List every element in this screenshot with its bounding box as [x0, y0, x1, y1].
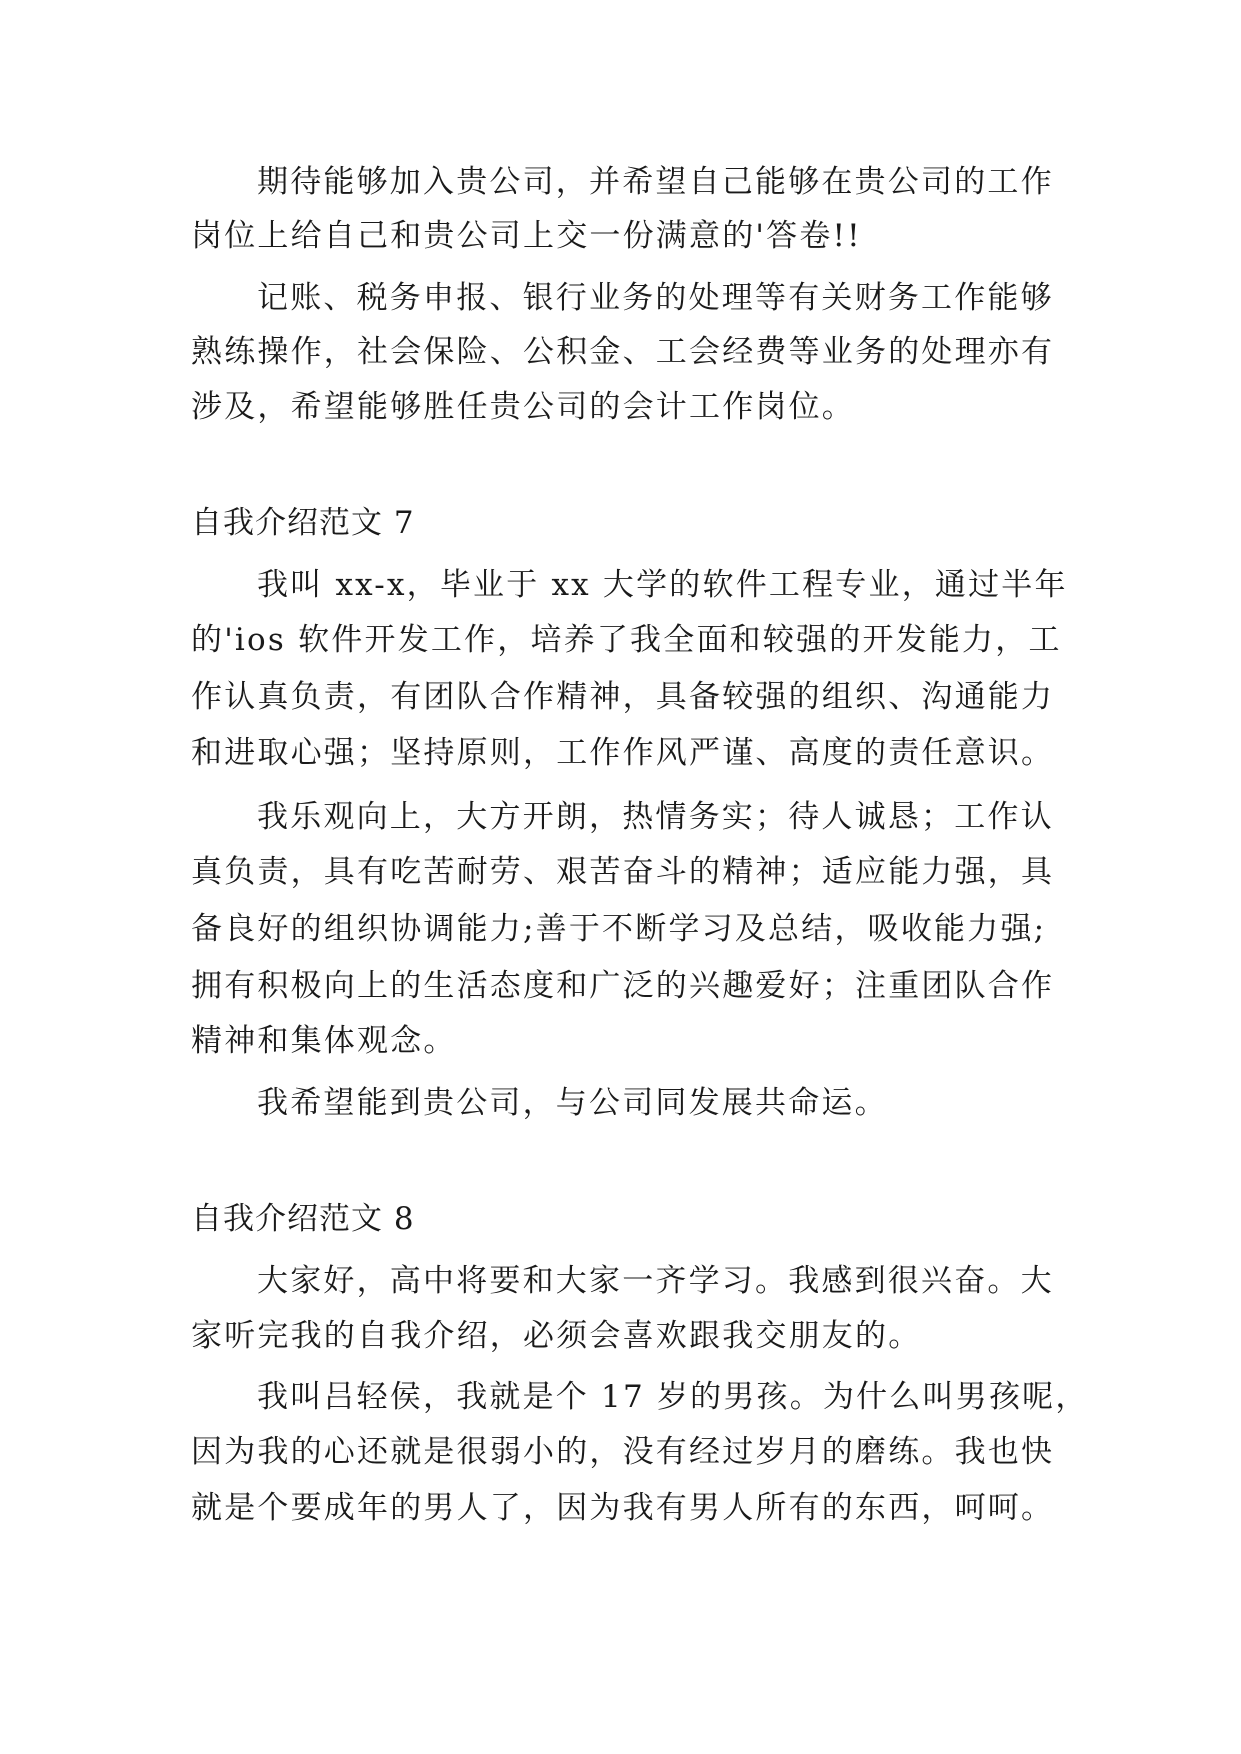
paragraph-line: 记账、税务申报、银行业务的处理等有关财务工作能够: [257, 280, 1054, 316]
paragraph-line: 精神和集体观念。: [191, 1023, 457, 1059]
paragraph-line: 期待能够加入贵公司，并希望自己能够在贵公司的工作: [257, 164, 1054, 200]
paragraph-line: 涉及，希望能够胜任贵公司的会计工作岗位。: [191, 389, 855, 425]
paragraph-line: 岗位上给自己和贵公司上交一份满意的'答卷!!: [191, 218, 862, 254]
paragraph-line: 拥有积极向上的生活态度和广泛的兴趣爱好；注重团队合作: [191, 968, 1055, 1004]
paragraph-line: 我叫吕轻侯，我就是个 17 岁的男孩。为什么叫男孩呢，: [257, 1379, 1089, 1415]
paragraph-line: 作认真负责，有团队合作精神，具备较强的组织、沟通能力: [191, 679, 1055, 715]
paragraph-line: 我叫 xx-x，毕业于 xx 大学的软件工程专业，通过半年: [257, 567, 1068, 603]
paragraph-line: 的'ios 软件开发工作，培养了我全面和较强的开发能力，工: [191, 622, 1062, 658]
section-heading: 自我介绍范文 8: [191, 1201, 415, 1237]
paragraph-line: 备良好的组织协调能力;善于不断学习及总结，吸收能力强;: [191, 911, 1047, 947]
paragraph-line: 大家好，高中将要和大家一齐学习。我感到很兴奋。大: [257, 1263, 1054, 1299]
paragraph-line: 我希望能到贵公司，与公司同发展共命运。: [257, 1085, 888, 1121]
paragraph-line: 我乐观向上，大方开朗，热情务实；待人诚恳；工作认: [257, 799, 1054, 835]
paragraph-line: 真负责，具有吃苦耐劳、艰苦奋斗的精神；适应能力强，具: [191, 854, 1055, 890]
paragraph-line: 和进取心强；坚持原则，工作作风严谨、高度的责任意识。: [191, 735, 1055, 771]
paragraph-line: 因为我的心还就是很弱小的，没有经过岁月的磨练。我也快: [191, 1434, 1055, 1470]
paragraph-line: 家听完我的自我介绍，必须会喜欢跟我交朋友的。: [191, 1318, 922, 1354]
section-heading: 自我介绍范文 7: [191, 505, 415, 541]
paragraph-line: 就是个要成年的男人了，因为我有男人所有的东西，呵呵。: [191, 1490, 1055, 1526]
paragraph-line: 熟练操作，社会保险、公积金、工会经费等业务的处理亦有: [191, 334, 1055, 370]
